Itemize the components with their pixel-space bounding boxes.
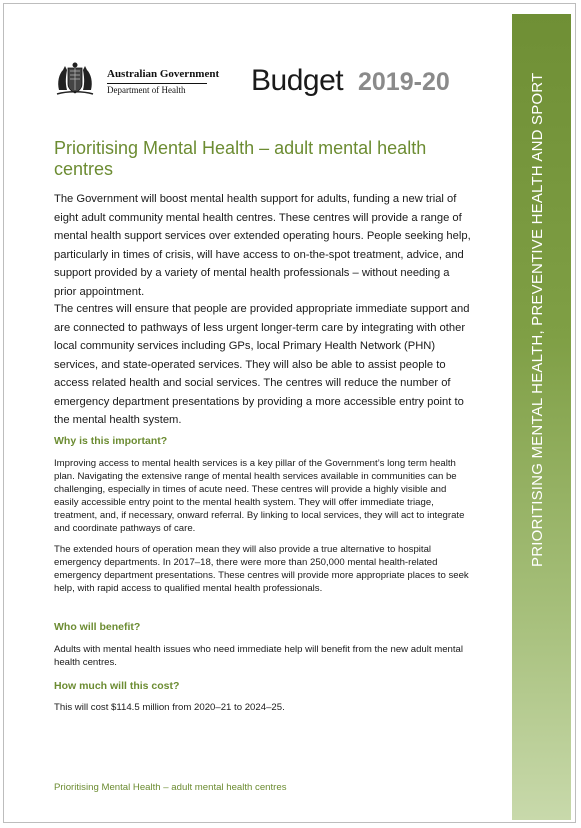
intro-paragraph-2: The centres will ensure that people are provided appropriate immediate support and are connected to pathways of less urgent longer-term care by integrating with other local community services including GPs, local Primary Health Network (PHN) services, and state-operated services. They will also be able to assist people to access related health and social services. The centres will reduce the number of emergency department presentations by providing a more accessible entry point to the mental health system.: [54, 303, 470, 426]
intro-paragraph-1: The Government will boost mental health support for adults, funding a new trial of eight adult community mental health centres. These centres will provide a range of mental health support services over extended operating hours. People seeking help, particularly in times of crisis, will have access to on-the-spot treatment, advice, and support provided by a variety of mental health professionals – without needing a prior appointment.: [54, 193, 471, 298]
why-paragraph-2: The extended hours of operation mean they will also provide a true alternative to hospital emergency departments. In 2017–18, there were more than 250,000 mental health-related emergency department presentations. These centres will provide more appropriate places to seek help, with rapid access to qualified mental health professionals.: [54, 544, 469, 595]
header-divider: [107, 83, 207, 84]
who-paragraph: Adults with mental health issues who need immediate help will benefit from the new adult mental health centres.: [54, 644, 464, 669]
section-heading-why: Why is this important?: [54, 435, 168, 447]
government-name: Australian Government: [107, 68, 220, 80]
department-name: Department of Health: [107, 85, 186, 95]
page-footer: Prioritising Mental Health – adult mental health centres: [54, 782, 287, 793]
section-heading-cost: How much will this cost?: [54, 680, 180, 692]
cost-paragraph: This will cost $114.5 million from 2020–21 to 2024–25.: [54, 702, 285, 713]
why-paragraph-1: Improving access to mental health services is a key pillar of the Government’s long term health plan. Navigating the extensive range of mental health services available in communities can be challenging, especially in times of acute need. These centres will provide a highly visible and easily accessible entry point to the mental health system. They will offer immediate triage, treatment, and, if necessary, onward referral. By linking to local services, they will act to integrate and coordinate pathways of care.: [54, 458, 465, 535]
coat-of-arms-icon: [53, 60, 97, 98]
budget-label: Budget: [251, 64, 344, 97]
page-title: Prioritising Mental Health – adult mental health centres: [54, 138, 427, 179]
section-heading-who: Who will benefit?: [54, 621, 141, 633]
document-header: [53, 58, 473, 106]
side-banner-text: PRIORITISING MENTAL HEALTH, PREVENTIVE HEALTH AND SPORT: [529, 72, 546, 567]
budget-year: 2019-20: [358, 68, 450, 96]
